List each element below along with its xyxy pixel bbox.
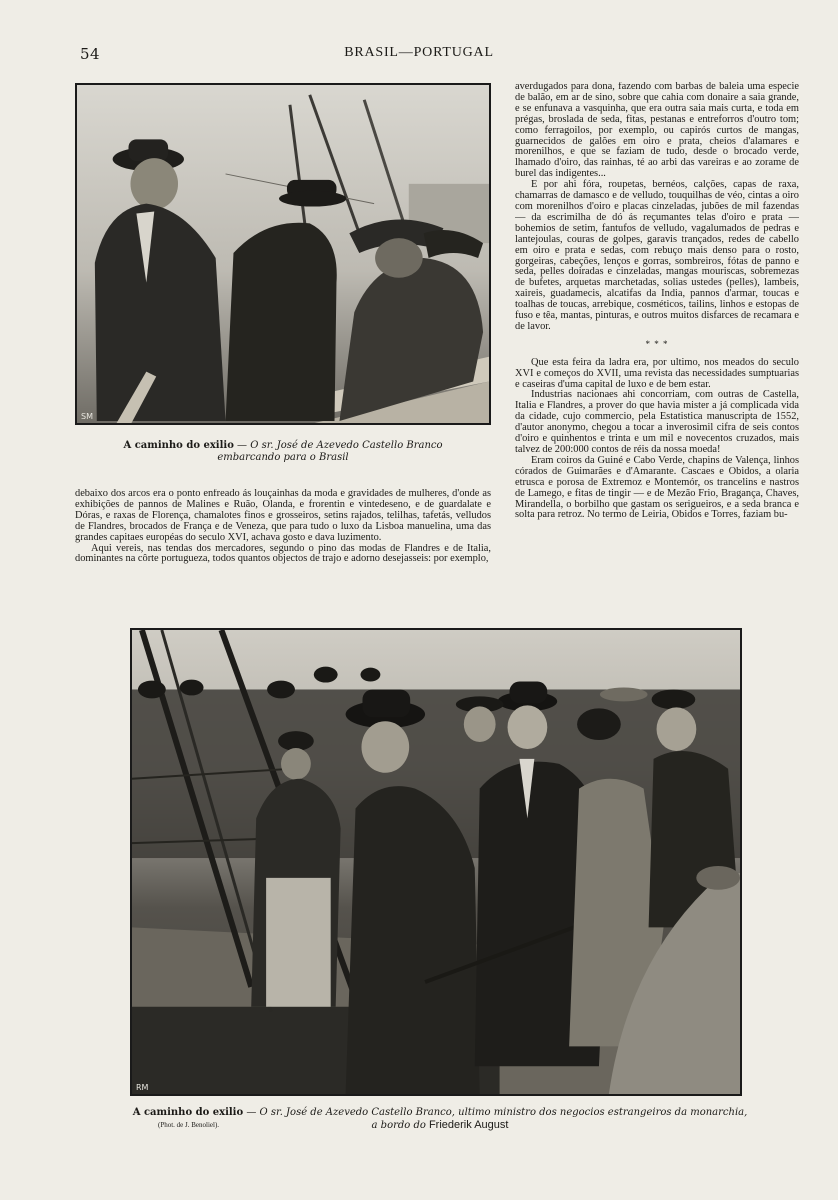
paragraph: averdugados para dona, fazendo com barbas de baleia uma especie de balão, em ar de sino, sobre que cahia com donaire a saia grande, e se enfunava a vasquinha, que era outra saia mais curta, e toda em prégas, broslada de seda, fitas, pestanas e entreforros d'outro tom; como ferragoilos, por exemplo, ou capirós curtos de mangas, guarnecidos de galões em oiro e prata, cheios d'alamares e morenilhos, e que se faziam de tudo, desde o brocado verde, lhamado d'oiro, das rainhas, té ao arbi das vareiras e ao zorame de burel das indigentes... <box>515 82 799 180</box>
caption-text: — O sr. José de Azevedo Castello Branco <box>233 440 443 451</box>
page-number: 54 <box>80 45 101 63</box>
caption-lead: A caminho do exilio <box>123 440 234 451</box>
section-separator: * * * <box>645 338 669 349</box>
photo-aboard-ship <box>130 628 742 1096</box>
photo-credit: (Phot. de J. Benoliel). <box>158 1121 220 1129</box>
caption-text-line2: embarcando para o Brasil <box>217 452 349 463</box>
paragraph: Que esta feira da ladra era, por ultimo, nos meados do seculo XVI e começos do XVII, uma revista das necessidades sumptuarias e caseiras d'uma capital de luxo e de bem estar. <box>515 356 799 390</box>
article-right-column <box>515 82 799 602</box>
paragraph: Aqui vereis, nas tendas dos mercadores, segundo o pino das modas de Flandres e de Italia, dominantes na côrte portugueza, todos quantos objectos de trajo e adorno desejasseis: por exemplo, <box>75 542 491 565</box>
ship-name: Friederik August <box>425 1119 509 1131</box>
caption-text-line2: a bordo do <box>371 1120 426 1131</box>
photo-embarking-caption <box>75 440 491 464</box>
paragraph: Industrias nacionaes ahi concorriam, com outras de Castella, Italia e Flandres, a prover do que havia mister a já complicada vida da cidade, cujo commercio, pela Estatistica manuscripta de 1552, d'autor anonymo, chegou a tocar a inverosimil cifra de seis contos d'oiro e quinhentos e trinta e um mil e novecentos cruzados, mais talvez de 200:000 contos de réis da nossa moeda! <box>515 389 799 455</box>
caption-text: — O sr. José de Azevedo Castello Branco, ultimo ministro dos negocios estrangeiros da monarchia, <box>243 1107 748 1118</box>
article-left-column <box>75 489 491 605</box>
running-head-title: BRASIL—PORTUGAL <box>344 45 494 60</box>
photo-mark: RM <box>136 1083 149 1092</box>
paragraph: debaixo dos arcos era o ponto enfreado ás louçainhas da moda e gravidades de mulheres, d'onde as exhibições de pannos de Malines e Ruão, Olanda, e frorentin e vintedeseno, e de guardalate e Dóras, e raxas de Florença, chamalotes finos e grosseiros, setins rajados, telilhas, tafetás, velludos de Flandres, brocados de França e de Veneza, que para tudo o luxo da Lisboa manuelina, uma das grandes capitaes européas do seculo XVI, achava gosto e dava luzimento. <box>75 489 491 543</box>
photo-mark: SM <box>81 412 93 421</box>
paragraph: E por ahi fóra, roupetas, bernéos, calções, capas de raxa, chamarras de damasco e de velludo, touquilhas de véo, cintas a oiro com morenilhos d'oiro e placas cinzeladas, jubões de mil fazendas — da escrimilha de dó ás reçumantes telas d'oiro e prata — bohemios de setim, fantufos de velludo, vagalumados de pedras e lantejoulas, couras de golpes, garavis trançados, redes de cabello em oiro e prata e sedas, com rebuço mais denso para o rosto, gorgeiras, cabeções, lenços e gorras, sombreiros, fótas de panno e seda, pelles doiradas e cinzeladas, mangas mouriscas, sobremezas de bufetes, arquetas marchetadas, solias ustedes (pelles), lambeis, xaireis, guadamecis, alcatifas da India, pannos d'armar, toucas e toalhas de toucas, arrebique, cosméticos, tailins, linhos e estopas de fuso e têa, mantas, pinturas, e outros muitos disfarces de recamara e de lavor. <box>515 179 799 332</box>
caption-lead: A caminho do exilio <box>132 1107 244 1118</box>
paragraph: Eram coiros da Guiné e Cabo Verde, chapins de Valença, linhos córados de Guimarães e d'Amarante. Cascaes e Obidos, a olaria etrusca e porosa de Extremoz e Montemór, os trancelins e nastros de Lamego, e fitas de tingir — e de Mezão Frio, Bragança, Chaves, Mirandella, o borbilho que gastam os serigueiros, e a seda branca e solta para retroz. No termo de Leiria, Obidos e Torres, faziam bu- <box>515 454 799 521</box>
photo-aboard-ship-image <box>132 630 740 1094</box>
photo-embarking-image <box>77 85 489 423</box>
photo-embarking <box>75 83 491 425</box>
